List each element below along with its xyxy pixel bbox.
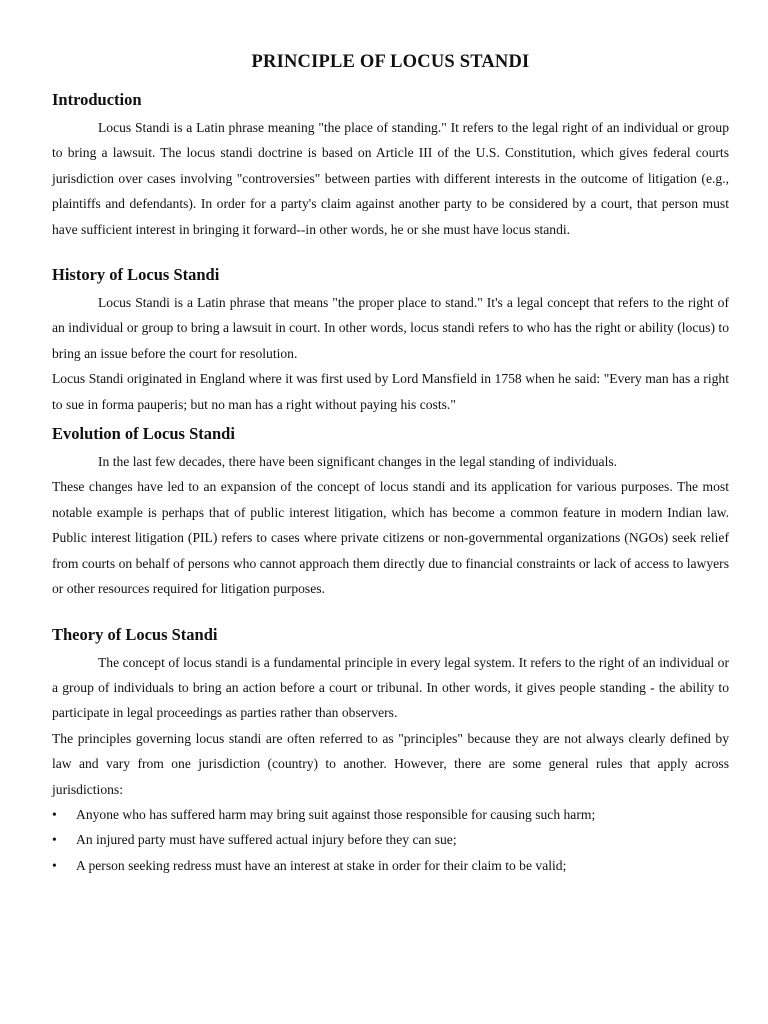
document-title: PRINCIPLE OF LOCUS STANDI (251, 52, 530, 72)
history-paragraph-2: Locus Standi originated in England where it was first used by Lord Mansfield in 1758 when he said: "Every man has a right to sue in forma pauperis; but no man has a right without paying his costs." (52, 371, 729, 412)
bullet-text: A person seeking redress must have an interest at stake in order for their claim to be valid; (76, 857, 567, 873)
bullet-icon: • (52, 806, 57, 822)
list-item (52, 827, 729, 852)
bullet-icon: • (52, 857, 57, 873)
section-history (52, 264, 729, 417)
evolution-paragraph-2: These changes have led to an expansion of the concept of locus standi and its application for various purposes. The most notable example is perhaps that of public interest litigation, which has become a common feature in modern Indian law. Public interest litigation (PIL) refers to cases where private citizens or non-governmental organizations (NGOs) seek relief from courts on behalf of persons who cannot approach them directly due to financial constraints or lack of access to lawyers or other resources required for litigation purposes. (52, 479, 729, 597)
section-theory (52, 624, 729, 879)
list-item (52, 853, 729, 878)
list-item (52, 802, 729, 827)
introduction-paragraph: Locus Standi is a Latin phrase meaning "the place of standing." It refers to the legal right of an individual or group to bring a lawsuit. The locus standi doctrine is based on Article III of the U.S. Constitution, which gives federal courts jurisdiction over cases involving "controversies" between parties with different interests in the outcome of litigation (e.g., plaintiffs and defendants). In order for a party's claim against another party to be considered by a court, that person must have sufficient interest in bringing it forward--in other words, he or she must have locus standi. (52, 120, 729, 237)
section-heading-introduction: Introduction (52, 90, 142, 109)
section-heading-theory: Theory of Locus Standi (52, 624, 218, 644)
section-heading-history: History of Locus Standi (52, 265, 220, 285)
theory-bullet-list (52, 802, 729, 878)
bullet-icon: • (52, 832, 57, 848)
bullet-text: An injured party must have suffered actual injury before they can sue; (76, 832, 457, 848)
history-paragraph-1: Locus Standi is a Latin phrase that means "the proper place to stand." It's a legal concept that refers to the right of an individual or group to bring a lawsuit in court. In other words, locus standi refers to who has the right or ability (locus) to bring an issue before the court for resolution. (52, 295, 729, 361)
theory-paragraph-1: The concept of locus standi is a fundamental principle in every legal system. It refers to the right of an individual or a group of individuals to bring an action before a court or tribunal. In other words, it gives people standing - the ability to participate in legal proceedings as parties rather than observers. (52, 654, 729, 721)
theory-paragraph-2: The principles governing locus standi are often referred to as "principles" because they are not always clearly defined by law and vary from one jurisdiction (country) to another. However, there are some general rules that apply across jurisdictions: (52, 730, 729, 797)
section-heading-evolution: Evolution of Locus Standi (52, 424, 235, 444)
section-introduction (52, 89, 729, 242)
bullet-text: Anyone who has suffered harm may bring suit against those responsible for causing such harm; (76, 806, 596, 822)
section-evolution (52, 423, 729, 601)
evolution-paragraph-1: In the last few decades, there have been significant changes in the legal standing of individuals. (98, 454, 618, 470)
